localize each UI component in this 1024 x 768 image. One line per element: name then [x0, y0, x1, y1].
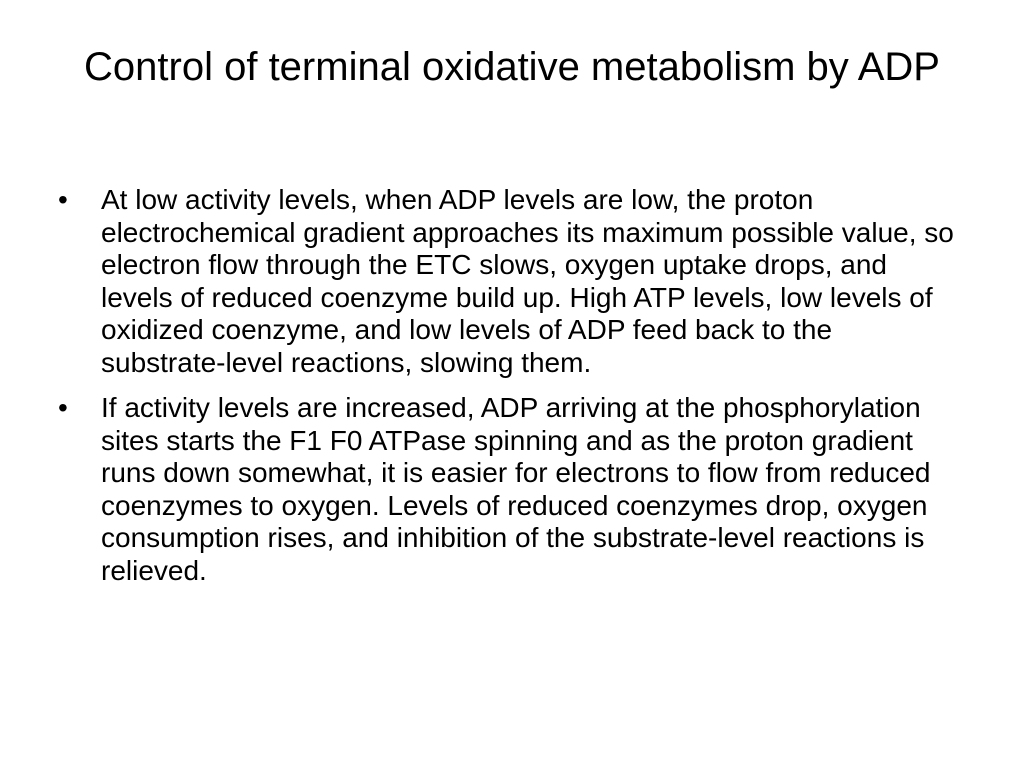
bullet-icon: • — [58, 392, 68, 423]
bullet-list — [58, 184, 958, 600]
bullet-text: At low activity levels, when ADP levels are low, the proton electrochemical gradient approaches its maximum possible value, so electron flow through the ETC slows, oxygen uptake drops, and levels of reduced coenzyme build up. High ATP levels, low levels of oxidized coenzyme, and low levels of ADP feed back to the substrate-level reactions, slowing them. — [101, 184, 954, 378]
bullet-item — [58, 392, 958, 587]
slide-title: Control of terminal oxidative metabolism by ADP — [84, 45, 940, 89]
bullet-item — [58, 184, 958, 379]
bullet-text: If activity levels are increased, ADP arriving at the phosphorylation sites starts the F1 F0 ATPase spinning and as the proton gradient runs down somewhat, it is easier for electrons to flow from reduced coenzymes to oxygen. Levels of reduced coenzymes drop, oxygen consumption rises, and inhibition of the substrate-level reactions is relieved. — [101, 392, 931, 586]
bullet-icon: • — [58, 184, 68, 215]
